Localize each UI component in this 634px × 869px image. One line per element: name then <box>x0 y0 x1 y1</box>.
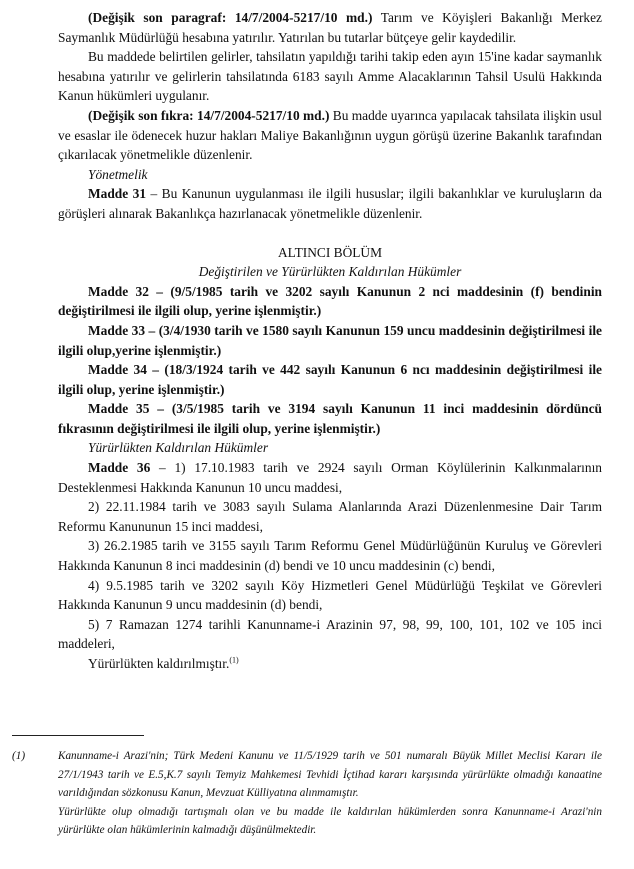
closing-line: Yürürlükten kaldırılmıştır.$^{(1)}$ <box>88 655 239 671</box>
article-32: Madde 32 – (9/5/1985 tarih ve 3202 sayılı Kanunun 2 nci maddesinin (f) bendinin değiştirilmesi ile ilgili olup, yerine işlenmiştir.) <box>58 283 602 319</box>
article-33: Madde 33 – (3/4/1930 tarih ve 1580 sayılı Kanunun 159 uncu maddesinin değiştirilmesi ile ilgili olup,yerine işlenmiştir.) <box>58 322 602 358</box>
article-number: Madde 36 <box>88 460 151 476</box>
article-36-item-4: 4) 9.5.1985 tarih ve 3202 sayılı Köy Hizmetleri Genel Müdürlüğü Teşkilat ve Görevleri Hakkında Kanunun 9 uncu maddesinin (d) bendi, <box>58 577 602 613</box>
footnote-text-1: Kanunname-i Arazi'nin; Türk Medeni Kanunu ve 11/5/1929 tarih ve 501 numaralı Büyük Millet Meclisi Kararı ile 27/1/1943 tarih ve E.5,K.7 sayılı Temyiz Mahkemesi Tevhidi İçtihad kararı karşısında yürürlükte olmadığı kanaatine varıldığından sözkonusu Kanun, Mevzuat Külliyatına alınmamıştır. <box>58 750 602 800</box>
footnote-text-2: Yürürlükte olup olmadığı tartışmalı olan ve bu madde ile kaldırılan hükümlerden sonra Kanunname-i Arazi'nin yürürlükte olan hükümlerinin kalmadığı düşünülmektedir. <box>58 805 602 837</box>
heading-yonetmelik: Yönetmelik <box>88 166 148 182</box>
article-34: Madde 34 – (18/3/1924 tarih ve 442 sayılı Kanunun 6 ncı maddesinin değiştirilmesi ile ilgili olup, yerine işlenmiştir.) <box>58 362 602 397</box>
article-36-item-1: Madde 36 – 1) 17.10.1983 tarih ve 2924 sayılı Orman Köylülerinin Kalkınmalarının Desteklenmesi Hakkında Kanunun 10 uncu maddesi, <box>58 460 602 495</box>
section-subtitle: Değiştirilen ve Yürürlükten Kaldırılan Hükümler <box>198 264 462 280</box>
article-36-item-2: 2) 22.11.1984 tarih ve 3083 sayılı Sulama Alanlarında Arazi Düzenlenmesine Dair Tarım Reformu Kanununun 15 inci maddesi, <box>58 499 602 534</box>
article-31: Madde 31 – Bu Kanunun uygulanması ile ilgili hususlar; ilgili bakanlıklar ve kuruluşların da görüşleri alınarak Bakanlıkça hazırlanacak yönetmelikle düzenlenir. <box>58 186 602 221</box>
article-number: Madde 31 <box>88 186 147 202</box>
amendment-note: (Değişik son paragraf: 14/7/2004-5217/10 md.) <box>88 10 373 25</box>
paragraph-amended-clause: (Değişik son fıkra: 14/7/2004-5217/10 md.) Bu madde uyarınca yapılacak tahsilata ilişkin usul ve esaslar ile ödenecek huzur hakları Maliye Bakanlığının uygun görüşü üzerine Bakanlık tarafından çıkarılacak yönetmelikle düzenlenir. <box>58 107 603 163</box>
heading-yururluk: Yürürlükten Kaldırılan Hükümler <box>88 440 269 456</box>
article-35: Madde 35 – (3/5/1985 tarih ve 3194 sayılı Kanunun 11 inci maddesinin dördüncü fıkrasının değiştirilmesi ile ilgili olup, yerine işlenmiştir.) <box>58 401 602 436</box>
footnote <box>12 747 602 840</box>
spacer <box>58 224 602 243</box>
article-36-item-3: 3) 26.2.1985 tarih ve 3155 sayılı Tarım Reformu Genel Müdürlüğünün Kuruluş ve Görevleri Hakkında Kanunun 8 inci maddesinin (d) bendi ve 10 uncu maddesinin (c) bendi, <box>58 538 602 574</box>
amendment-note: (Değişik son fıkra: 14/7/2004-5217/10 md.) <box>88 107 330 123</box>
footnote-reference[interactable]: (1) <box>229 655 239 665</box>
paragraph-amended-last: (Değişik son paragraf: 14/7/2004-5217/10 md.) Tarım ve Köyişleri Bakanlığı Merkez Saymanlık Müdürlüğü hesabına yatırılır. Yatırılan bu tutarlar bütçeye gelir kaydedilir. <box>58 10 602 45</box>
paragraph-revenue-collection: Bu maddede belirtilen gelirler, tahsilatın yapıldığı tarihi takip eden ayın 15'ine kadar saymanlık hesabına yatırılır ve gelirlerin tahsilatında 6183 sayılı Amme Alacaklarının Tahsil Usulü Hakkında Kanun hükümleri uygulanır. <box>58 49 602 104</box>
main-text <box>58 8 602 674</box>
section-title: ALTINCI BÖLÜM <box>277 244 383 260</box>
footnote-mark: (1) <box>12 750 26 762</box>
article-36-item-5: 5) 7 Ramazan 1274 tarihli Kanunname-i Arazinin 97, 98, 99, 100, 101, 102 ve 105 inci maddeleri, <box>58 616 602 652</box>
footnote-divider <box>12 735 144 736</box>
